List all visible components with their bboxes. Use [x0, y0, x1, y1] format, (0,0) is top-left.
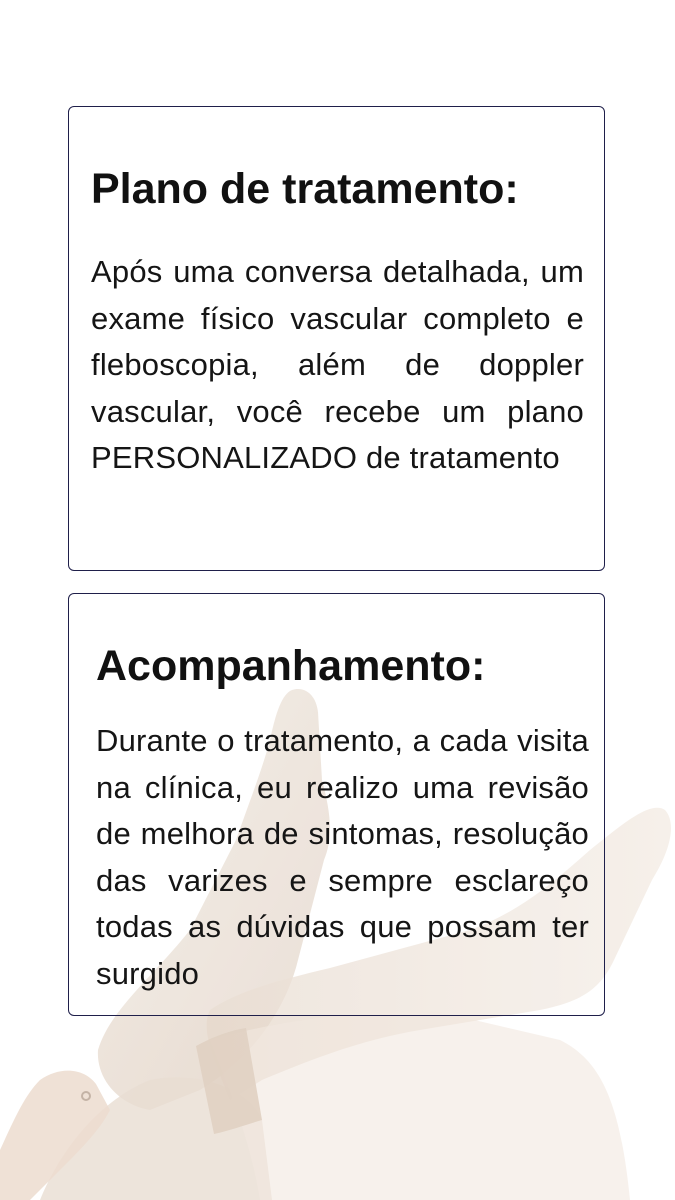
follow-up-card: [68, 593, 605, 1016]
follow-up-text: Durante o tratamento, a cada visita na clínica, eu realizo uma revisão de melhora de sintomas, resolução das varizes e sempre esclareço todas as dúvidas que possam ter surgido: [96, 723, 589, 991]
thigh-right: [210, 1012, 630, 1200]
follow-up-title: Acompanhamento:: [96, 642, 486, 690]
treatment-plan-card: [68, 106, 605, 571]
treatment-plan-title: Plano de tratamento:: [91, 165, 519, 213]
treatment-plan-text: Após uma conversa detalhada, um exame físico vascular completo e fleboscopia, além de doppler vascular, você recebe um plano PERSONALIZADO de tratamento: [91, 254, 584, 475]
